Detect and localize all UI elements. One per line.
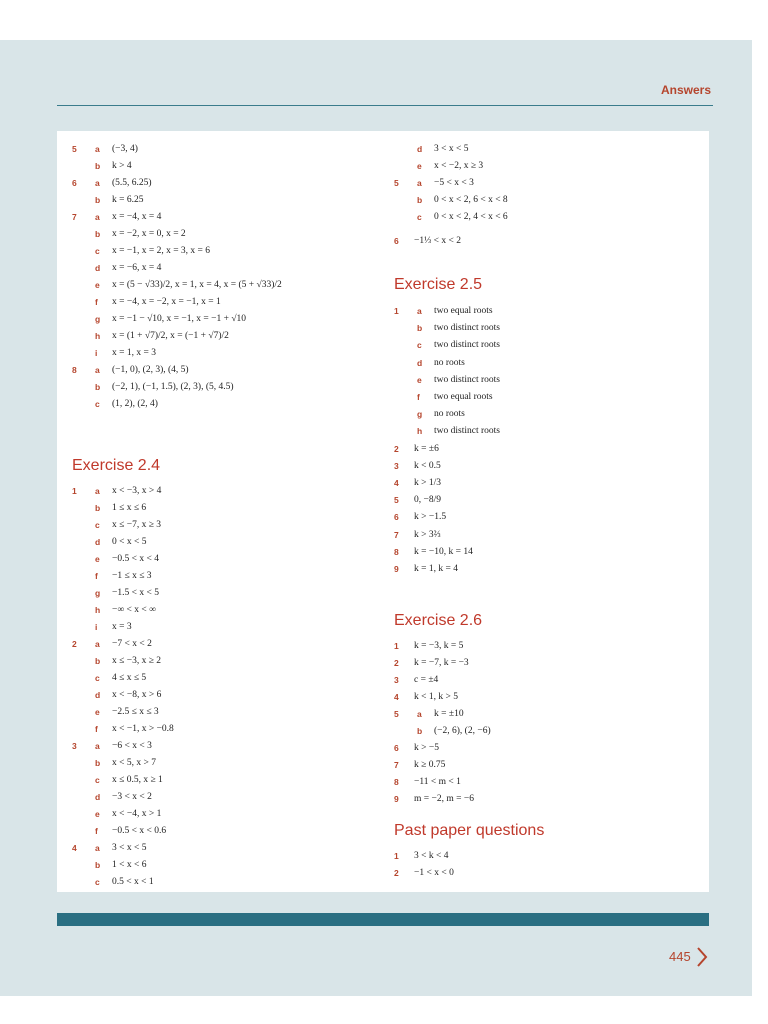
answer-text: x < 5, x > 7 (112, 758, 156, 768)
answer-text: x < −1, x > −0.8 (112, 724, 174, 734)
answer-text: two equal roots (434, 392, 493, 402)
answer-text: 3 < k < 4 (414, 851, 449, 861)
answer-text: −∞ < x < ∞ (112, 605, 156, 615)
page-number: 445 (669, 949, 691, 964)
answer-text: k > 1/3 (414, 478, 441, 488)
left-column (72, 141, 372, 886)
question-number: 6 (394, 236, 399, 246)
part-letter: a (417, 709, 422, 719)
question-number: 5 (394, 709, 399, 719)
answer-text: 3 < x < 5 (112, 843, 147, 853)
part-letter: a (95, 843, 100, 853)
answer-text: 0 < x < 2, 4 < x < 6 (434, 212, 508, 222)
answer-text: k = −10, k = 14 (414, 547, 473, 557)
answer-text: x < −2, x ≥ 3 (434, 161, 484, 171)
part-letter: a (95, 365, 100, 375)
answer-text: −0.5 < x < 0.6 (112, 826, 167, 836)
part-letter: d (95, 792, 101, 802)
part-letter: h (417, 426, 423, 436)
section-heading: Exercise 2.6 (394, 612, 483, 629)
answer-text: x = −1 − √10, x = −1, x = −1 + √10 (112, 314, 247, 324)
answer-text: x = (5 − √33)/2, x = 1, x = 4, x = (5 + √33)/2 (112, 280, 282, 290)
page-header-title: Answers (660, 83, 711, 97)
part-letter: b (95, 195, 101, 205)
answer-text: x = −6, x = 4 (112, 263, 162, 273)
part-letter: d (417, 144, 423, 154)
part-letter: a (95, 639, 100, 649)
answer-text: x < −8, x > 6 (112, 690, 162, 700)
question-number: 1 (72, 486, 77, 496)
part-letter: a (95, 144, 100, 154)
question-number: 9 (394, 794, 399, 804)
part-letter: b (95, 860, 101, 870)
part-letter: d (417, 358, 423, 368)
part-letter: c (95, 877, 100, 887)
part-letter: e (417, 375, 422, 385)
part-letter: a (95, 212, 100, 222)
answer-text: −1.5 < x < 5 (112, 588, 159, 598)
part-letter: e (95, 809, 100, 819)
answer-text: k = −7, k = −3 (414, 658, 469, 668)
part-letter: c (95, 775, 100, 785)
answer-text: 0.5 < x < 1 (112, 877, 154, 887)
answer-text: k > −5 (414, 743, 439, 753)
answer-text: 0 < x < 2, 6 < x < 8 (434, 195, 508, 205)
answer-text: k > 3⅔ (414, 530, 441, 540)
question-number: 4 (72, 843, 77, 853)
question-number: 5 (394, 495, 399, 505)
answer-text: −6 < x < 3 (112, 741, 152, 751)
part-letter: b (95, 503, 101, 513)
question-number: 4 (394, 478, 399, 488)
answer-text: two equal roots (434, 306, 493, 316)
right-column (394, 141, 694, 886)
answer-text: −3 < x < 2 (112, 792, 152, 802)
question-number: 1 (394, 851, 399, 861)
answer-text: two distinct roots (434, 323, 500, 333)
part-letter: b (95, 758, 101, 768)
answer-text: 0, −8/9 (414, 495, 441, 505)
answer-text: −1 < x < 0 (414, 868, 454, 878)
part-letter: e (95, 280, 100, 290)
part-letter: h (95, 331, 101, 341)
answer-text: two distinct roots (434, 375, 500, 385)
question-number: 6 (394, 743, 399, 753)
question-number: 7 (394, 760, 399, 770)
part-letter: c (417, 212, 422, 222)
question-number: 5 (72, 144, 77, 154)
answer-text: k > −1.5 (414, 512, 447, 522)
answer-text: 3 < x < 5 (434, 144, 469, 154)
answer-text: k < 0.5 (414, 461, 441, 471)
answer-text: x < −3, x > 4 (112, 486, 162, 496)
part-letter: b (417, 726, 423, 736)
next-chevron-icon (695, 945, 709, 969)
part-letter: b (95, 656, 101, 666)
question-number: 3 (394, 675, 399, 685)
answer-text: −5 < x < 3 (434, 178, 474, 188)
part-letter: f (95, 826, 98, 836)
answer-text: (5.5, 6.25) (112, 178, 152, 188)
part-letter: b (417, 195, 423, 205)
answer-text: 0 < x < 5 (112, 537, 147, 547)
question-number: 7 (72, 212, 77, 222)
answer-text: k = 6.25 (112, 195, 144, 205)
part-letter: d (95, 537, 101, 547)
part-letter: h (95, 605, 101, 615)
answer-text: (−2, 1), (−1, 1.5), (2, 3), (5, 4.5) (112, 382, 234, 392)
part-letter: f (417, 392, 420, 402)
answer-text: −1 ≤ x ≤ 3 (112, 571, 152, 581)
part-letter: d (95, 690, 101, 700)
answer-text: x = 3 (112, 622, 132, 632)
answer-text: x = −2, x = 0, x = 2 (112, 229, 186, 239)
question-number: 1 (394, 641, 399, 651)
question-number: 7 (394, 530, 399, 540)
part-letter: c (95, 520, 100, 530)
answer-text: two distinct roots (434, 340, 500, 350)
part-letter: a (95, 741, 100, 751)
answer-text: (1, 2), (2, 4) (112, 399, 158, 409)
question-number: 4 (394, 692, 399, 702)
question-number: 1 (394, 306, 399, 316)
question-number: 2 (72, 639, 77, 649)
answer-text: c = ±4 (414, 675, 439, 685)
answer-text: x ≤ −3, x ≥ 2 (112, 656, 162, 666)
part-letter: e (95, 707, 100, 717)
part-letter: b (417, 323, 423, 333)
part-letter: f (95, 297, 98, 307)
answer-text: (−1, 0), (2, 3), (4, 5) (112, 365, 189, 375)
answer-text: −1⅓ < x < 2 (414, 236, 461, 246)
part-letter: e (95, 554, 100, 564)
part-letter: g (95, 588, 101, 598)
question-number: 9 (394, 564, 399, 574)
answer-text: no roots (434, 358, 465, 368)
answer-text: no roots (434, 409, 465, 419)
question-number: 8 (72, 365, 77, 375)
part-letter: b (95, 161, 101, 171)
question-number: 8 (394, 777, 399, 787)
answer-text: k > 4 (112, 161, 132, 171)
answer-text: k = ±6 (414, 444, 439, 454)
part-letter: g (417, 409, 423, 419)
part-letter: a (417, 178, 422, 188)
answer-text: k < 1, k > 5 (414, 692, 458, 702)
question-number: 5 (394, 178, 399, 188)
answer-text: 4 ≤ x ≤ 5 (112, 673, 147, 683)
question-number: 3 (394, 461, 399, 471)
section-heading: Past paper questions (394, 822, 545, 839)
answer-text: x ≤ 0.5, x ≥ 1 (112, 775, 163, 785)
part-letter: a (417, 306, 422, 316)
answer-text: m = −2, m = −6 (414, 794, 474, 804)
answer-text: 1 < x < 6 (112, 860, 147, 870)
part-letter: f (95, 724, 98, 734)
part-letter: d (95, 263, 101, 273)
answer-text: k ≥ 0.75 (414, 760, 446, 770)
part-letter: g (95, 314, 101, 324)
section-heading: Exercise 2.5 (394, 276, 483, 293)
answer-text: x ≤ −7, x ≥ 3 (112, 520, 162, 530)
answer-text: −11 < m < 1 (414, 777, 461, 787)
part-letter: b (95, 229, 101, 239)
part-letter: i (95, 622, 98, 632)
question-number: 2 (394, 444, 399, 454)
answers-content (57, 131, 709, 892)
part-letter: i (95, 348, 98, 358)
part-letter: b (95, 382, 101, 392)
part-letter: c (95, 399, 100, 409)
answer-text: two distinct roots (434, 426, 500, 436)
answer-text: (−2, 6), (2, −6) (434, 726, 491, 736)
answer-text: x = −4, x = −2, x = −1, x = 1 (112, 297, 221, 307)
answer-text: x = 1, x = 3 (112, 348, 156, 358)
answer-text: k = 1, k = 4 (414, 564, 458, 574)
answer-text: x = −1, x = 2, x = 3, x = 6 (112, 246, 211, 256)
answer-text: k = −3, k = 5 (414, 641, 464, 651)
part-letter: c (95, 246, 100, 256)
part-letter: f (95, 571, 98, 581)
answer-text: −7 < x < 2 (112, 639, 152, 649)
question-number: 6 (394, 512, 399, 522)
answer-text: 1 ≤ x ≤ 6 (112, 503, 147, 513)
answer-text: k = ±10 (434, 709, 464, 719)
part-letter: a (95, 178, 100, 188)
question-number: 2 (394, 658, 399, 668)
part-letter: a (95, 486, 100, 496)
part-letter: c (95, 673, 100, 683)
answer-text: x = −4, x = 4 (112, 212, 162, 222)
answer-text: x < −4, x > 1 (112, 809, 162, 819)
answer-text: −0.5 < x < 4 (112, 554, 159, 564)
question-number: 2 (394, 868, 399, 878)
answer-text: x = (1 + √7)/2, x = (−1 + √7)/2 (112, 331, 229, 341)
answer-text: −2.5 ≤ x ≤ 3 (112, 707, 159, 717)
section-heading: Exercise 2.4 (72, 457, 161, 474)
part-letter: e (417, 161, 422, 171)
part-letter: c (417, 340, 422, 350)
question-number: 6 (72, 178, 77, 188)
answer-text: (−3, 4) (112, 144, 138, 154)
question-number: 8 (394, 547, 399, 557)
question-number: 3 (72, 741, 77, 751)
footer-bar (57, 913, 709, 926)
header-rule (57, 105, 713, 106)
